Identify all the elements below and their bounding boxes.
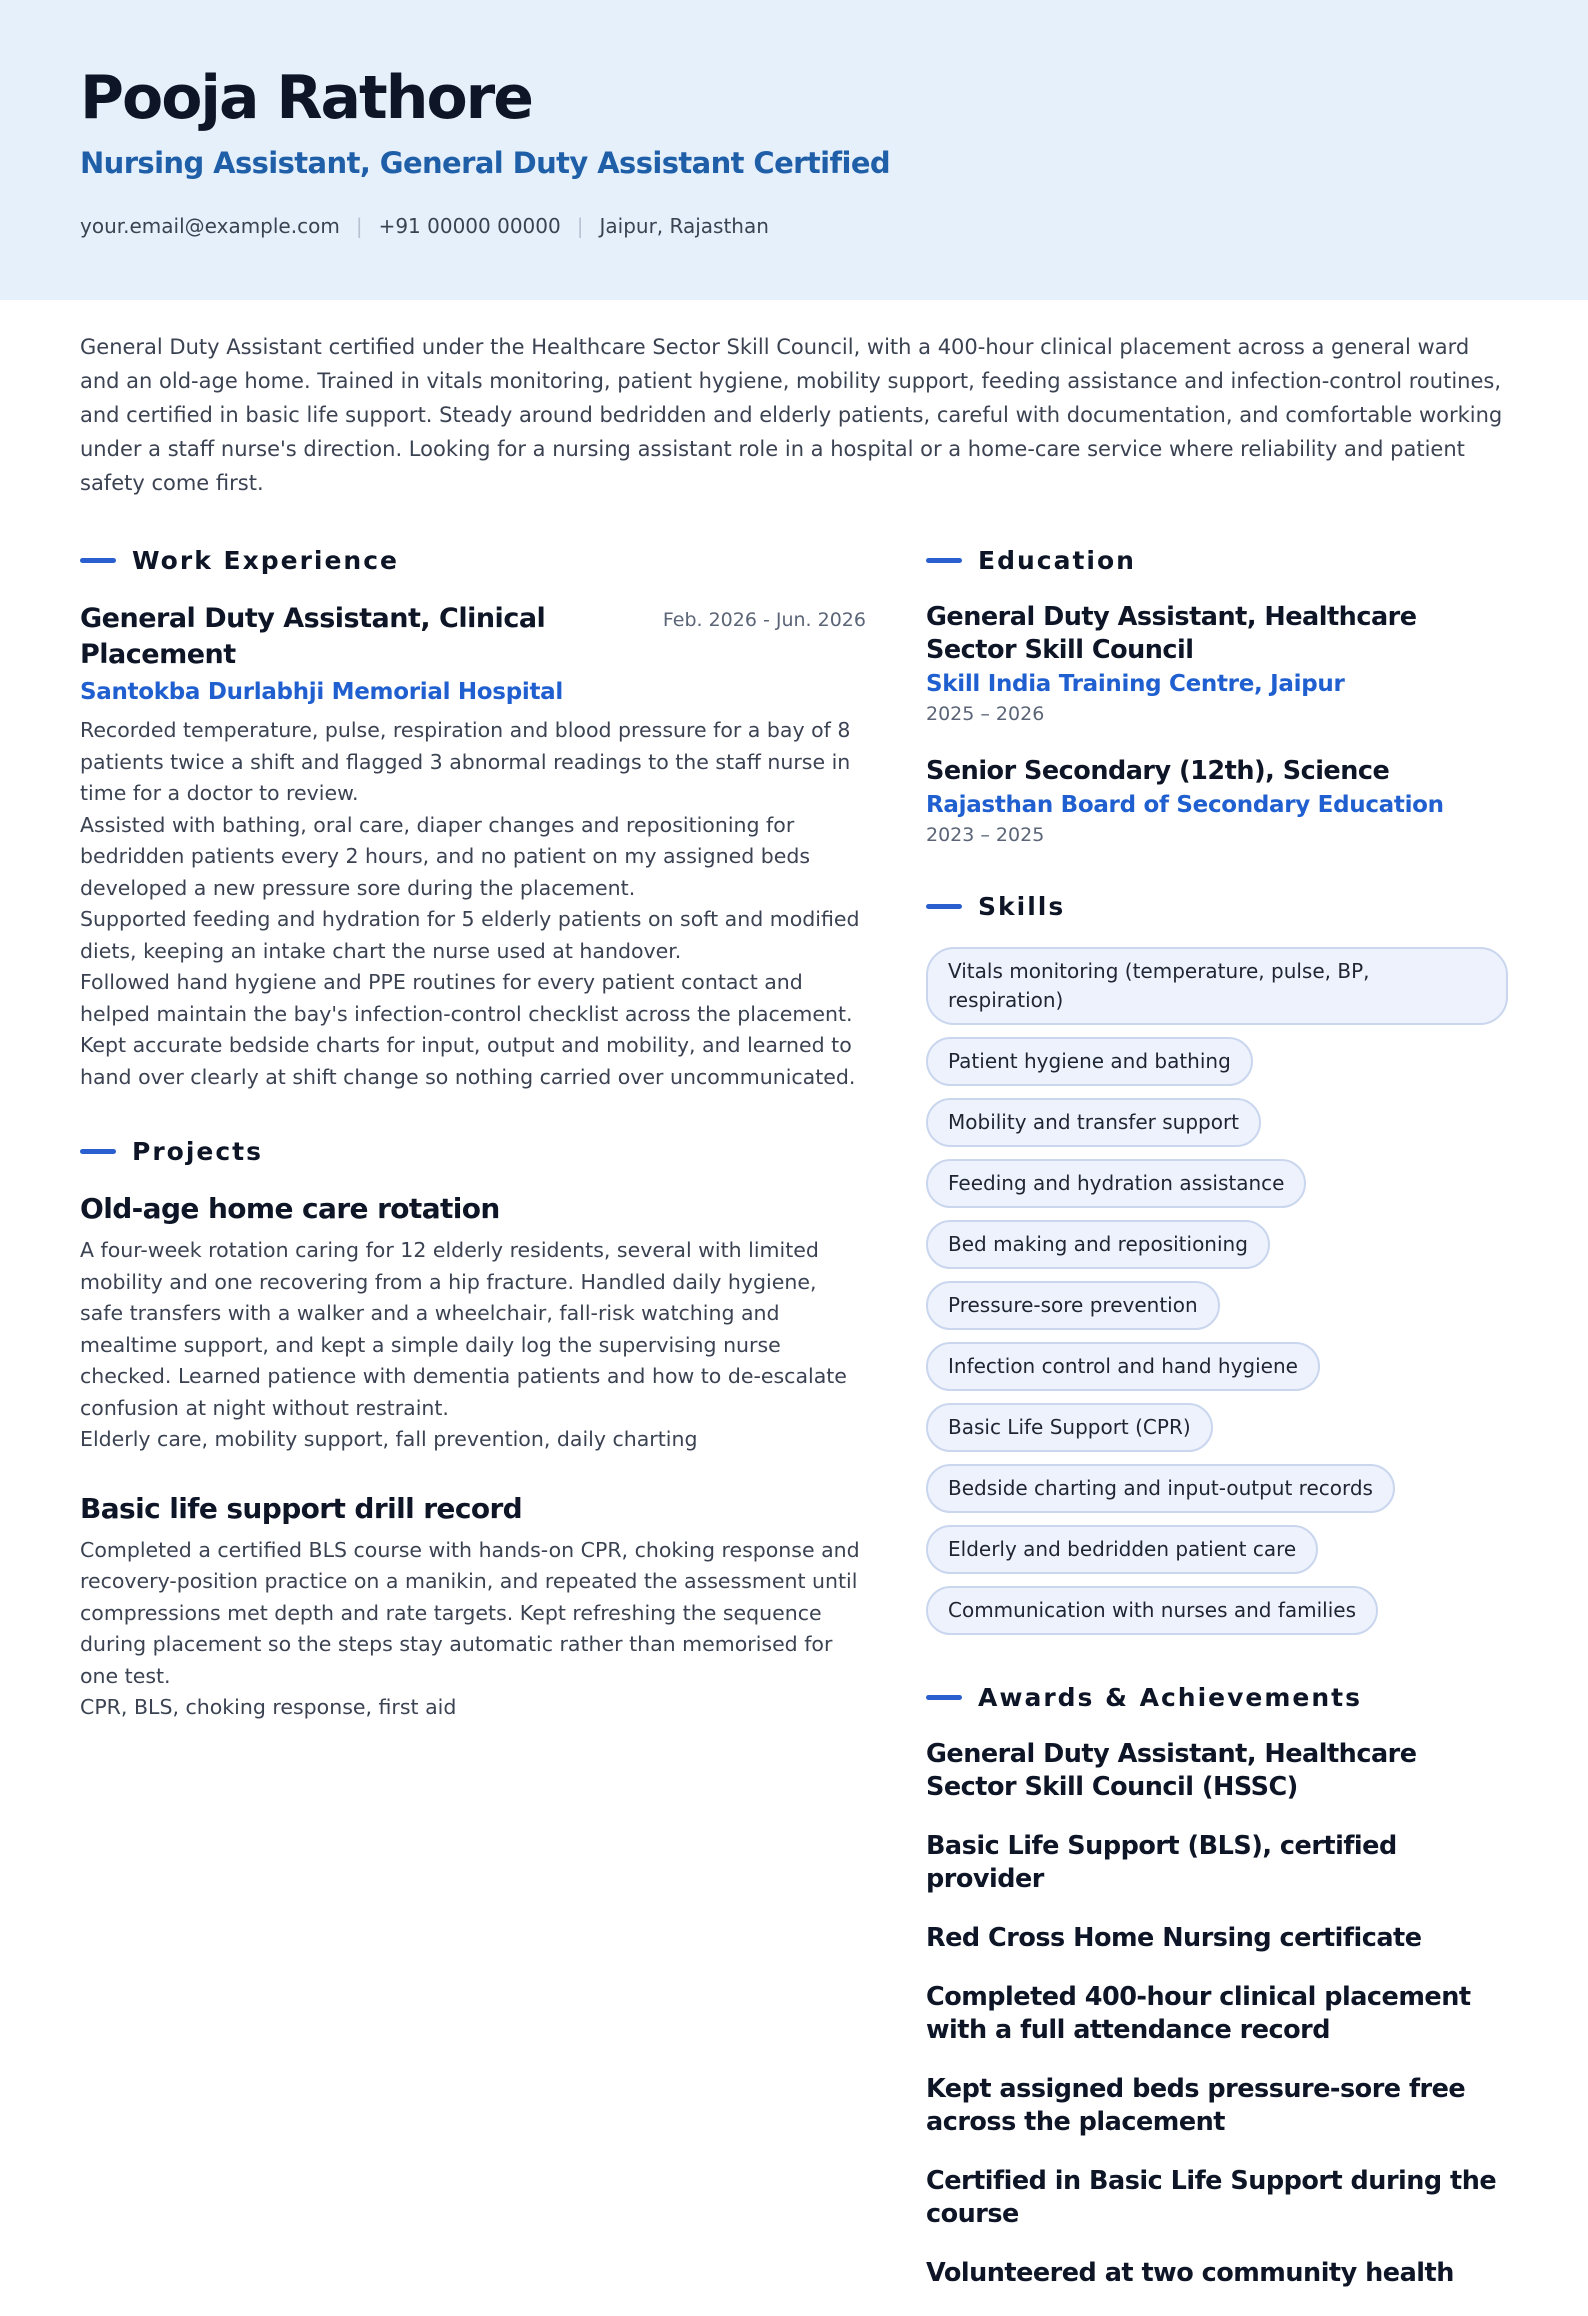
- skill-chip: Bed making and repositioning: [926, 1220, 1270, 1269]
- section-title-text: Education: [978, 546, 1136, 575]
- project-title: Basic life support drill record: [80, 1491, 523, 1525]
- section-title-text: Projects: [132, 1137, 264, 1166]
- award-item: Completed 400-hour clinical placement with a full attendance record: [926, 1982, 1471, 2045]
- resume-columns: [0, 500, 1588, 2316]
- skill-chip: Mobility and transfer support: [926, 1098, 1261, 1147]
- work-experience-heading: [80, 546, 866, 575]
- skill-chip: Pressure-sore prevention: [926, 1281, 1220, 1330]
- section-title-text: Awards & Achievements: [978, 1683, 1363, 1712]
- skill-chip: Infection control and hand hygiene: [926, 1342, 1320, 1391]
- contact-location: Jaipur, Rajasthan: [599, 214, 769, 238]
- skills-list: [926, 947, 1508, 1635]
- project-title: Old-age home care rotation: [80, 1192, 500, 1225]
- job-bullet: Recorded temperature, pulse, respiration and blood pressure for a bay of 8 patients twice a shift and flagged 3 abnormal readings to the staff nurse in time for a doctor to review.: [80, 718, 851, 805]
- award-item: Volunteered at two community health: [926, 2258, 1454, 2288]
- contact-email[interactable]: your.email@example.com: [80, 214, 340, 238]
- section-accent-bar: [926, 558, 962, 563]
- section-title-text: Skills: [978, 892, 1066, 921]
- skills-heading: [926, 892, 1508, 921]
- skill-chip: Bedside charting and input-output records: [926, 1464, 1395, 1513]
- education-school: Rajasthan Board of Secondary Education: [926, 792, 1444, 818]
- awards-heading: [926, 1683, 1508, 1712]
- education-school: Skill India Training Centre, Jaipur: [926, 671, 1345, 697]
- job-entry: [80, 601, 866, 1093]
- education-heading: [926, 546, 1508, 575]
- job-dates: Feb. 2026 - Jun. 2026: [662, 609, 866, 631]
- contact-separator: |: [576, 214, 584, 238]
- award-item: Red Cross Home Nursing certificate: [926, 1923, 1422, 1953]
- job-bullets: [80, 715, 866, 1093]
- section-title-text: Work Experience: [132, 546, 399, 575]
- projects-heading: [80, 1137, 866, 1166]
- section-accent-bar: [80, 558, 116, 563]
- education-degree: General Duty Assistant, Healthcare Sector Skill Council: [926, 602, 1417, 665]
- contact-separator: |: [355, 214, 363, 238]
- job-title: General Duty Assistant, Clinical Placement: [80, 603, 546, 670]
- skill-chip: Patient hygiene and bathing: [926, 1037, 1253, 1086]
- skill-chip: Communication with nurses and families: [926, 1586, 1378, 1635]
- job-bullet: Followed hand hygiene and PPE routines for every patient contact and helped maintain the bay's infection-control checklist across the placement.: [80, 970, 853, 1026]
- skill-chip: Feeding and hydration assistance: [926, 1159, 1306, 1208]
- project-description: Completed a certified BLS course with hands-on CPR, choking response and recovery-position practice on a manikin, and repeated the assessment until compressions met depth and rate targets. Kept refreshing the sequence during placement so the steps stay automatic rather than memorised for one test.: [80, 1537, 860, 1688]
- education-years: 2023 – 2025: [926, 824, 1045, 846]
- job-header: [80, 601, 866, 673]
- candidate-name: Pooja Rathore: [80, 63, 532, 133]
- job-bullet: Assisted with bathing, oral care, diaper changes and repositioning for bedridden patients every 2 hours, and no patient on my assigned beds developed a new pressure sore during the placement.: [80, 812, 811, 900]
- resume-header: [0, 0, 1588, 300]
- project-entry: [80, 1492, 866, 1724]
- award-item: Kept assigned beds pressure-sore free across the placement: [926, 2074, 1466, 2137]
- section-accent-bar: [926, 904, 962, 909]
- job-bullet: Supported feeding and hydration for 5 elderly patients on soft and modified diets, keeping an intake chart the nurse used at handover.: [80, 907, 860, 963]
- project-tags: Elderly care, mobility support, fall prevention, daily charting: [80, 1427, 698, 1451]
- right-column: [926, 546, 1508, 2316]
- profile-summary: General Duty Assistant certified under the Healthcare Sector Skill Council, with a 400-hour clinical placement across a general ward and an old-age home. Trained in vitals monitoring, patient hygiene, mobility support, feeding assistance and infection-control routines, and certified in basic life support. Steady around bedridden and elderly patients, careful with documentation, and comfortable working under a staff nurse's direction. Looking for a nursing assistant role in a hospital or a home-care service where reliability and patient safety come first.: [80, 335, 1503, 495]
- section-accent-bar: [926, 1695, 962, 1700]
- project-tags: CPR, BLS, choking response, first aid: [80, 1695, 457, 1719]
- education-entry: [926, 601, 1508, 725]
- skill-chip: Elderly and bedridden patient care: [926, 1525, 1318, 1574]
- award-item: Basic Life Support (BLS), certified provider: [926, 1831, 1397, 1894]
- skill-chip: Basic Life Support (CPR): [926, 1403, 1213, 1452]
- award-item: Certified in Basic Life Support during the course: [926, 2166, 1497, 2229]
- skill-chip: Vitals monitoring (temperature, pulse, BP, respiration): [926, 947, 1508, 1025]
- project-entry: [80, 1192, 866, 1456]
- left-column: [80, 546, 866, 2316]
- education-entry: [926, 755, 1508, 846]
- awards-list: [926, 1738, 1508, 2290]
- contact-phone[interactable]: +91 00000 00000: [378, 214, 561, 238]
- job-organization: Santokba Durlabhji Memorial Hospital: [80, 679, 563, 705]
- award-item: General Duty Assistant, Healthcare Sector Skill Council (HSSC): [926, 1739, 1417, 1802]
- job-bullet: Kept accurate bedside charts for input, output and mobility, and learned to hand over clearly at shift change so nothing carried over uncommunicated.: [80, 1033, 856, 1089]
- project-description: A four-week rotation caring for 12 elderly residents, several with limited mobility and one recovering from a hip fracture. Handled daily hygiene, safe transfers with a walker and a wheelchair, fall-risk watching and mealtime support, and kept a simple daily log the supervising nurse checked. Learned patience with dementia patients and how to de-escalate confusion at night without restraint.: [80, 1238, 847, 1420]
- education-years: 2025 – 2026: [926, 703, 1045, 725]
- candidate-headline: Nursing Assistant, General Duty Assistant Certified: [80, 146, 891, 180]
- education-degree: Senior Secondary (12th), Science: [926, 756, 1390, 786]
- section-accent-bar: [80, 1149, 116, 1154]
- contact-line: [80, 214, 1508, 238]
